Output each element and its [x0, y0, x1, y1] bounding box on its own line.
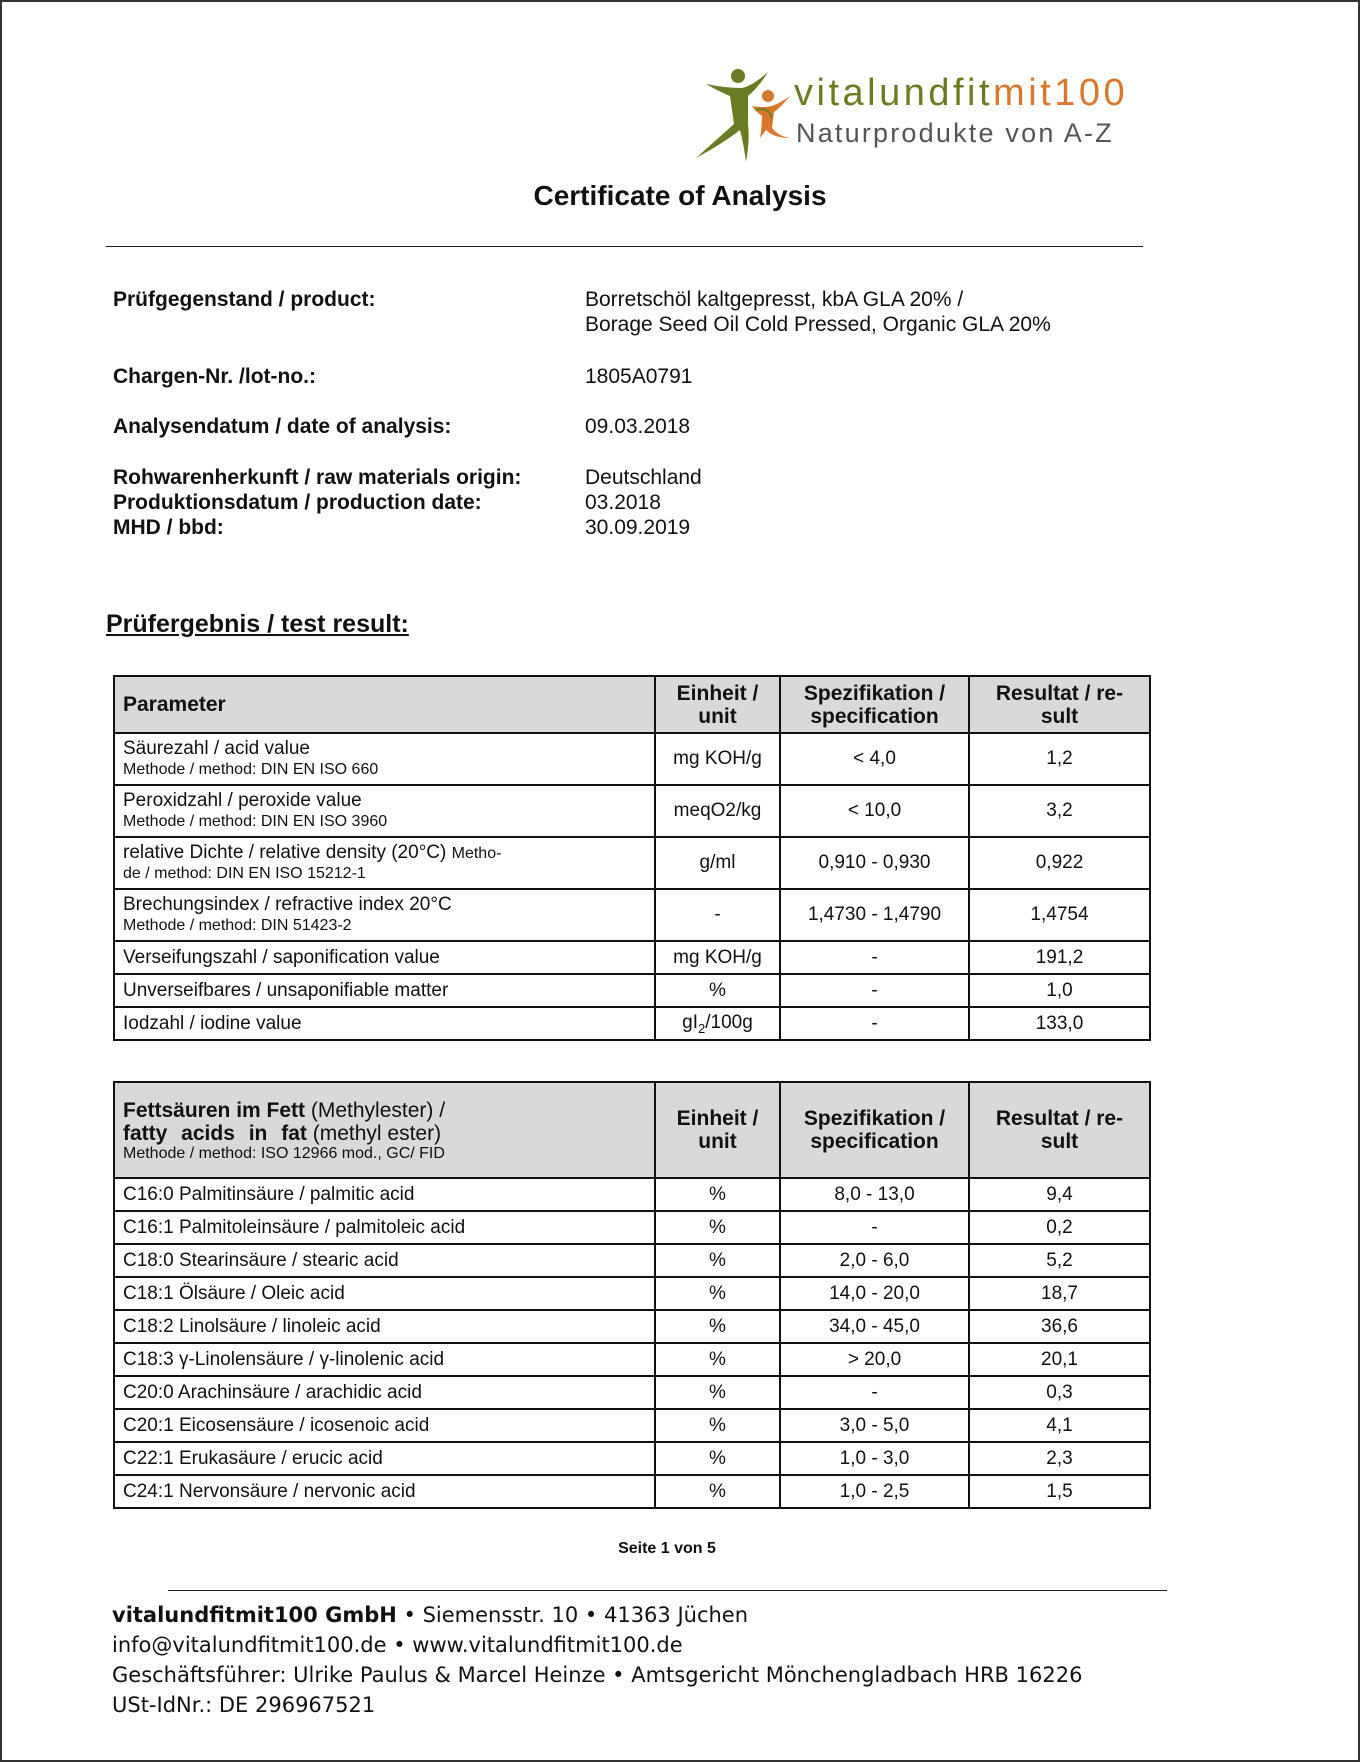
footer-divider — [168, 1590, 1167, 1591]
col-fatty-acids: Fettsäuren im Fett (Methylester) / fatty acids in fat (methyl ester) Methode / method: ISO 12966 mod., GC/ FID — [114, 1082, 655, 1178]
production-date-value: 03.2018 — [585, 491, 661, 514]
cell-parameter: C20:0 Arachinsäure / arachidic acid — [114, 1376, 655, 1409]
footer-contact: info@vitalundfitmit100.de • www.vitalundfitmit100.de — [112, 1633, 683, 1657]
table-row — [114, 941, 1150, 974]
cell-unit: % — [655, 1244, 780, 1277]
parameter-table — [113, 675, 1151, 1041]
page-number: Seite 1 von 5 — [618, 1540, 716, 1557]
cell-parameter: C18:0 Stearinsäure / stearic acid — [114, 1244, 655, 1277]
cell-result: 1,5 — [969, 1475, 1150, 1508]
cell-unit: % — [655, 1409, 780, 1442]
cell-result: 1,4754 — [969, 889, 1150, 941]
cell-result: 5,2 — [969, 1244, 1150, 1277]
cell-unit: meqO2/kg — [655, 785, 780, 837]
cell-spec: 8,0 - 13,0 — [780, 1178, 969, 1211]
cell-spec: 14,0 - 20,0 — [780, 1277, 969, 1310]
lot-value: 1805A0791 — [585, 365, 693, 388]
cell-result: 0,922 — [969, 837, 1150, 889]
company-footer — [112, 1600, 1082, 1720]
cell-spec: 34,0 - 45,0 — [780, 1310, 969, 1343]
cell-parameter: Iodzahl / iodine value — [114, 1007, 655, 1040]
table-row — [114, 1007, 1150, 1040]
cell-unit: mg KOH/g — [655, 733, 780, 785]
cell-unit: mg KOH/g — [655, 941, 780, 974]
col-unit: Einheit / unit — [655, 1082, 780, 1178]
divider — [106, 246, 1143, 247]
cell-parameter: Unverseifbares / unsaponifiable matter — [114, 974, 655, 1007]
col-result: Resultat / re- sult — [969, 1082, 1150, 1178]
cell-spec: - — [780, 974, 969, 1007]
document-title: Certificate of Analysis — [533, 180, 827, 211]
logo-figures-icon — [686, 66, 796, 162]
cell-parameter: C16:0 Palmitinsäure / palmitic acid — [114, 1178, 655, 1211]
table-row — [114, 837, 1150, 889]
cell-unit: $gI_2/100g$ — [655, 1007, 780, 1040]
product-value-en: Borage Seed Oil Cold Pressed, Organic GLA 20% — [585, 313, 1051, 336]
cell-unit: % — [655, 1343, 780, 1376]
cell-result: 18,7 — [969, 1277, 1150, 1310]
production-date-label: Produktionsdatum / production date: — [113, 491, 482, 514]
cell-spec: > 20,0 — [780, 1343, 969, 1376]
table-row — [114, 733, 1150, 785]
cell-parameter: Säurezahl / acid value Methode / method: DIN EN ISO 660 — [114, 733, 655, 785]
cell-spec: - — [780, 1211, 969, 1244]
table-row — [114, 785, 1150, 837]
cell-parameter: C24:1 Nervonsäure / nervonic acid — [114, 1475, 655, 1508]
table-row — [114, 1343, 1150, 1376]
cell-spec: 1,0 - 2,5 — [780, 1475, 969, 1508]
col-unit: Einheit / unit — [655, 676, 780, 733]
cell-unit: % — [655, 1178, 780, 1211]
origin-label: Rohwarenherkunft / raw materials origin: — [113, 466, 522, 489]
cell-parameter: Peroxidzahl / peroxide value Methode / method: DIN EN ISO 3960 — [114, 785, 655, 837]
origin-value: Deutschland — [585, 466, 702, 489]
cell-unit: % — [655, 1475, 780, 1508]
cell-result: 9,4 — [969, 1178, 1150, 1211]
logo-wordmark: vitalundfitmit100 — [794, 72, 1129, 114]
table-header-row — [114, 676, 1150, 733]
footer-company-line: vitalundfitmit100 GmbH • Siemensstr. 10 • 41363 Jüchen — [112, 1603, 749, 1627]
table-row — [114, 1376, 1150, 1409]
analysis-date-label: Analysendatum / date of analysis: — [113, 415, 452, 438]
col-parameter: Parameter — [114, 676, 655, 733]
table-row — [114, 1409, 1150, 1442]
col-spec: Spezifikation / specification — [780, 676, 969, 733]
cell-result: 0,2 — [969, 1211, 1150, 1244]
col-spec: Spezifikation / specification — [780, 1082, 969, 1178]
product-label: Prüfgegenstand / product: — [113, 288, 376, 311]
cell-parameter: Brechungsindex / refractive index 20°C Methode / method: DIN 51423-2 — [114, 889, 655, 941]
cell-spec: 1,0 - 3,0 — [780, 1442, 969, 1475]
product-value-de: Borretschöl kaltgepresst, kbA GLA 20% / — [585, 288, 964, 311]
cell-result: 4,1 — [969, 1409, 1150, 1442]
cell-unit: g/ml — [655, 837, 780, 889]
cell-spec: < 4,0 — [780, 733, 969, 785]
analysis-date-value: 09.03.2018 — [585, 415, 691, 438]
table-row — [114, 1178, 1150, 1211]
cell-parameter: C20:1 Eicosensäure / icosenoic acid — [114, 1409, 655, 1442]
cell-result: 36,6 — [969, 1310, 1150, 1343]
cell-spec: - — [780, 941, 969, 974]
cell-unit: % — [655, 1442, 780, 1475]
cell-spec: - — [780, 1007, 969, 1040]
cell-spec: 1,4730 - 1,4790 — [780, 889, 969, 941]
table-row — [114, 974, 1150, 1007]
cell-parameter: C16:1 Palmitoleinsäure / palmitoleic acid — [114, 1211, 655, 1244]
bbd-label: MHD / bbd: — [113, 516, 224, 539]
cell-unit: % — [655, 1376, 780, 1409]
cell-result: 0,3 — [969, 1376, 1150, 1409]
cell-result: 133,0 — [969, 1007, 1150, 1040]
table-header-row — [114, 1082, 1150, 1178]
cell-spec: 2,0 - 6,0 — [780, 1244, 969, 1277]
cell-unit: % — [655, 1310, 780, 1343]
table-row — [114, 1211, 1150, 1244]
cell-parameter: C22:1 Erukasäure / erucic acid — [114, 1442, 655, 1475]
cell-unit: % — [655, 974, 780, 1007]
cell-result: 1,2 — [969, 733, 1150, 785]
fatty-acid-table — [113, 1081, 1151, 1509]
cell-unit: - — [655, 889, 780, 941]
cell-result: 2,3 — [969, 1442, 1150, 1475]
table-row — [114, 1475, 1150, 1508]
table-row — [114, 1310, 1150, 1343]
cell-parameter: Verseifungszahl / saponification value — [114, 941, 655, 974]
company-logo — [686, 66, 1146, 162]
cell-parameter: C18:3 γ-Linolensäure / γ-linolenic acid — [114, 1343, 655, 1376]
cell-result: 3,2 — [969, 785, 1150, 837]
cell-spec: 0,910 - 0,930 — [780, 837, 969, 889]
table-row — [114, 1277, 1150, 1310]
cell-unit: % — [655, 1277, 780, 1310]
cell-parameter: C18:2 Linolsäure / linoleic acid — [114, 1310, 655, 1343]
test-result-heading: Prüfergebnis / test result: — [106, 610, 409, 638]
table-row — [114, 889, 1150, 941]
col-result: Resultat / re- sult — [969, 676, 1150, 733]
table-row — [114, 1244, 1150, 1277]
cell-result: 191,2 — [969, 941, 1150, 974]
cell-unit: % — [655, 1211, 780, 1244]
cell-spec: - — [780, 1376, 969, 1409]
cell-spec: < 10,0 — [780, 785, 969, 837]
footer-management: Geschäftsführer: Ulrike Paulus & Marcel Heinze • Amtsgericht Mönchengladbach HRB 16226 — [112, 1663, 1083, 1687]
logo-tagline: Naturprodukte von A-Z — [796, 118, 1114, 148]
cell-parameter: relative Dichte / relative density (20°C) Metho- de / method: DIN EN ISO 15212-1 — [114, 837, 655, 889]
lot-label: Chargen-Nr. /lot-no.: — [113, 365, 316, 388]
cell-parameter: C18:1 Ölsäure / Oleic acid — [114, 1277, 655, 1310]
cell-spec: 3,0 - 5,0 — [780, 1409, 969, 1442]
footer-vat: USt-IdNr.: DE 296967521 — [112, 1693, 376, 1717]
table-row — [114, 1442, 1150, 1475]
bbd-value: 30.09.2019 — [585, 516, 691, 539]
cell-result: 20,1 — [969, 1343, 1150, 1376]
cell-result: 1,0 — [969, 974, 1150, 1007]
